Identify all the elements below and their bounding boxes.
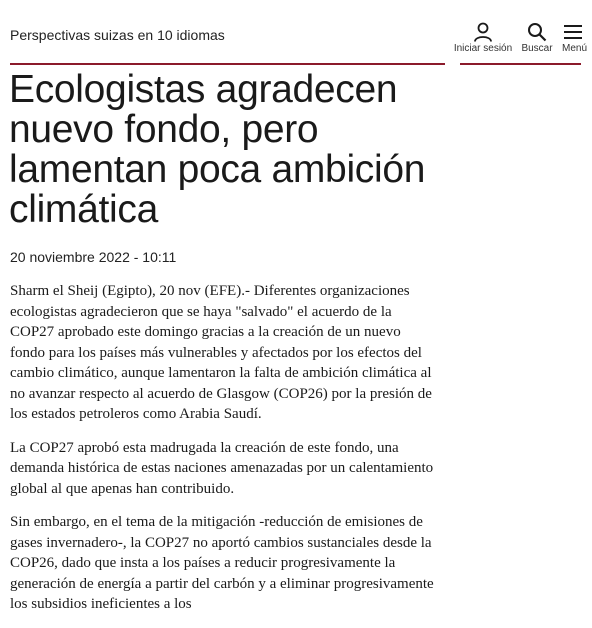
article-paragraph: La COP27 aprobó esta madrugada la creación de este fondo, una demanda histórica de estas naciones amenazadas por un calentamiento global al que apenas han contribuido.: [10, 439, 434, 497]
article-body: [10, 281, 438, 628]
menu-button[interactable]: [562, 22, 592, 54]
login-button[interactable]: [453, 22, 513, 54]
article-title: Ecologistas agradecen nuevo fondo, pero lamentan poca ambición climática: [9, 68, 426, 231]
header-divider: [10, 63, 445, 65]
menu-icon: [562, 22, 592, 42]
site-header: [0, 0, 588, 64]
site-tagline: Perspectivas suizas en 10 idiomas: [10, 27, 225, 43]
menu-label: Menú: [562, 43, 588, 54]
header-divider-right: [460, 63, 581, 65]
search-icon: [520, 22, 554, 42]
login-label: Iniciar sesión: [453, 43, 513, 54]
article-paragraph: Sin embargo, en el tema de la mitigación -reducción de emisiones de gases invernadero-, la COP27 no aportó cambios sustanciales desde la COP26, dado que insta a los países a reducir progresivamente la generación de energía a partir del carbón y a eliminar progresivamente los subsidios ineficientes a los: [10, 514, 434, 612]
user-icon: [453, 22, 513, 42]
article-paragraph: Sharm el Sheij (Egipto), 20 nov (EFE).- Diferentes organizaciones ecologistas agradecieron que se haya "salvado" el acuerdo de la COP27 aprobado este domingo gracias a la creación de un nuevo fondo para los países más vulnerables y afectados por los efectos del cambio climático, aunque lamentaron la falta de ambición climática al no avanzar respecto al acuerdo de Glasgow (COP26) por la presión de los estados petroleros como Arabia Saudí.: [10, 283, 432, 422]
search-label: Buscar: [521, 43, 553, 54]
search-button[interactable]: [520, 22, 554, 54]
article-date: 20 noviembre 2022 - 10:11: [10, 249, 177, 265]
